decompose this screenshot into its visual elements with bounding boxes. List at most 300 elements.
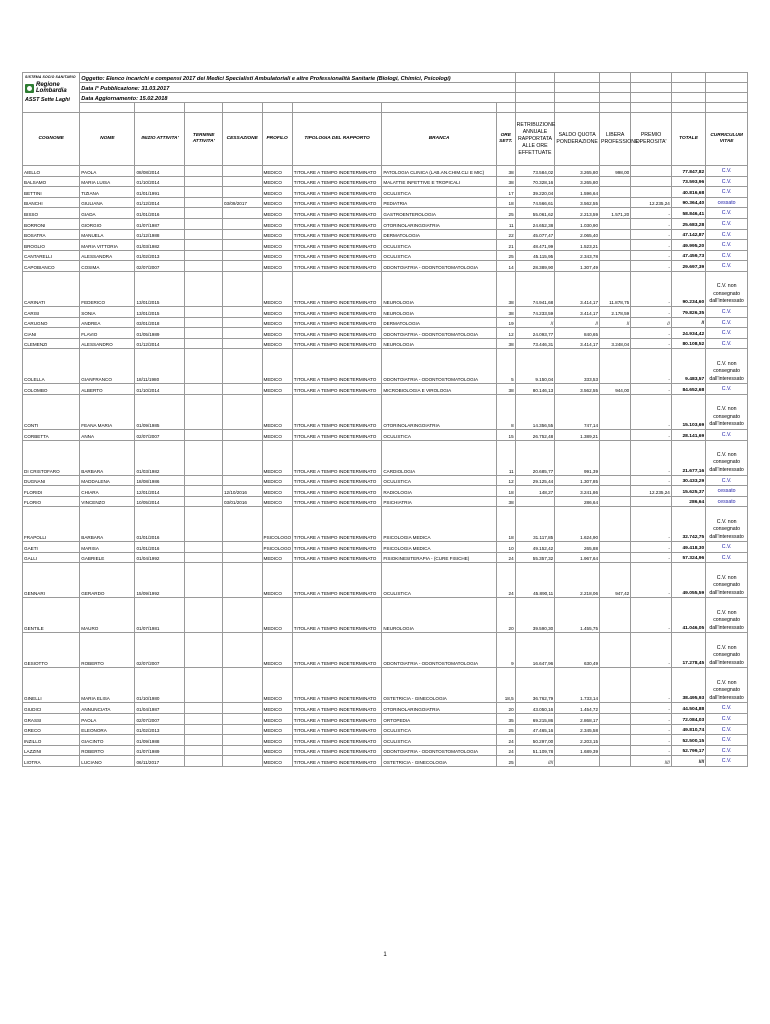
cell-saldo: 747,14 <box>555 394 600 429</box>
cell-nome: ALESSANDRA <box>80 250 135 261</box>
table-row <box>23 475 748 486</box>
cell-retribuzione: 55.357,32 <box>515 552 555 563</box>
curriculum-link[interactable]: C.V. <box>721 189 732 196</box>
cell-inizio: 03/01/2018 <box>135 317 185 328</box>
cell-branca: ORTOPEDIA <box>382 714 497 725</box>
cell-totale: 90.234,60 <box>671 271 705 306</box>
cell-cognome: GRASSI <box>23 714 80 725</box>
cell-tipologia: TITOLARE A TEMPO INDETERMINATO <box>292 563 382 598</box>
cell-totale: 17.278,45 <box>671 633 705 668</box>
cell-retribuzione: 36.762,79 <box>515 668 555 703</box>
cell-retribuzione: 51.109,78 <box>515 745 555 756</box>
cell-cognome: CAPOBIANCO <box>23 261 80 272</box>
cell-cessazione <box>222 668 262 703</box>
header-logo <box>23 73 80 113</box>
cell-branca: PEDIATRIA <box>382 197 497 208</box>
cell-inizio: 01/03/1982 <box>135 240 185 251</box>
cell-totale: 49.810,74 <box>671 724 705 735</box>
curriculum-link: C.V. non consegnato dall'interessato <box>709 406 744 428</box>
cell-retribuzione: 70.328,16 <box>515 176 555 187</box>
cell-profilo: MEDICO <box>262 240 292 251</box>
cell-cessazione <box>222 633 262 668</box>
cell-saldo: 1.596,64 <box>555 187 600 198</box>
cell-cognome: DUGNANI <box>23 475 80 486</box>
cell-retribuzione <box>515 496 555 507</box>
cell-ore: 12 <box>496 475 515 486</box>
cell-libera <box>600 633 631 668</box>
cell-inizio: 15/09/1992 <box>135 563 185 598</box>
cell-cv <box>706 328 748 339</box>
cell-premio: - <box>631 250 672 261</box>
col-branca: BRANCA <box>382 113 497 166</box>
cell-termine <box>185 250 222 261</box>
cell-premio: - <box>631 218 672 229</box>
cell-inizio: 13/01/2015 <box>135 271 185 306</box>
cell-saldo: 1.624,90 <box>555 507 600 542</box>
cell-saldo: 3.265,80 <box>555 166 600 177</box>
cell-tipologia: TITOLARE A TEMPO INDETERMINATO <box>292 338 382 349</box>
curriculum-link[interactable]: C.V. <box>721 737 732 744</box>
cell-libera <box>600 542 631 553</box>
cell-nome: GIANFRANCO <box>80 349 135 384</box>
cell-premio <box>631 176 672 187</box>
curriculum-link[interactable]: C.V. <box>721 544 732 551</box>
cell-cessazione <box>222 166 262 177</box>
cell-libera <box>600 745 631 756</box>
cell-cv <box>706 338 748 349</box>
cell-cognome: CORBETTA <box>23 429 80 440</box>
table-row <box>23 714 748 725</box>
cell-ore: 38 <box>496 166 515 177</box>
cell-termine <box>185 384 222 395</box>
cell-branca: MICROBIOLOGIA E VIROLOGIA <box>382 384 497 395</box>
curriculum-link[interactable]: C.V. <box>721 178 732 185</box>
cell-cv <box>706 176 748 187</box>
col-curriculum: CURRICULUM VITAE <box>706 113 748 166</box>
cell-cv <box>706 384 748 395</box>
cell-termine <box>185 440 222 475</box>
cell-totale: 77.847,82 <box>671 166 705 177</box>
cell-saldo: 2.213,59 <box>555 208 600 219</box>
cell-premio: - <box>631 440 672 475</box>
cell-retribuzione: 9.150,04 <box>515 349 555 384</box>
cell-saldo: 3.265,80 <box>555 176 600 187</box>
curriculum-link[interactable]: C.V. <box>721 716 732 723</box>
cell-premio: - <box>631 306 672 317</box>
cell-nome: MANUELA <box>80 229 135 240</box>
cell-inizio: 01/04/1992 <box>135 552 185 563</box>
cell-profilo: MEDICO <box>262 496 292 507</box>
cell-cessazione <box>222 714 262 725</box>
cell-nome: MARIA VITTORIA <box>80 240 135 251</box>
curriculum-link: C.V. non consegnato dall'interessato <box>709 451 744 473</box>
cell-premio: 12.235,24 <box>631 197 672 208</box>
cell-retribuzione: 74.233,59 <box>515 306 555 317</box>
curriculum-link[interactable]: C.V. <box>721 431 732 438</box>
col-termine: TERMINE ATTIVITA' <box>185 113 222 166</box>
cell-cv <box>706 633 748 668</box>
cell-nome: ANDREA <box>80 317 135 328</box>
cell-cessazione <box>222 507 262 542</box>
curriculum-link[interactable]: C.V. <box>721 747 732 754</box>
cell-inizio: 01/10/2014 <box>135 384 185 395</box>
cell-branca: OSTETRICIA - GINECOLOGIA <box>382 756 497 767</box>
cell-premio: - <box>631 208 672 219</box>
cell-libera: // <box>600 317 631 328</box>
cell-branca: ODONTOIATRIA - ODONTOSTOMATOLOGIA <box>382 745 497 756</box>
curriculum-link[interactable]: C.V. <box>721 477 732 484</box>
cell-branca: GASTROENTEROLOGIA <box>382 208 497 219</box>
cell-cessazione <box>222 429 262 440</box>
cell-profilo: MEDICO <box>262 271 292 306</box>
col-retribuzione: RETRIBUZIONE ANNUALE RAPPORTATA ALLE ORE EFFETTUATE <box>515 113 555 166</box>
cell-nome: MARIA ELISA <box>80 668 135 703</box>
cell-saldo: 2.218,06 <box>555 563 600 598</box>
curriculum-link[interactable]: C.V. <box>721 252 732 259</box>
cell-cessazione <box>222 552 262 563</box>
cell-premio: - <box>631 668 672 703</box>
cell-cognome: BOSATRA <box>23 229 80 240</box>
cell-saldo: 2.203,15 <box>555 735 600 746</box>
cell-saldo: 286,64 <box>555 496 600 507</box>
cell-ore: 35 <box>496 714 515 725</box>
cell-cessazione <box>222 261 262 272</box>
cell-libera <box>600 552 631 563</box>
cell-profilo: MEDICO <box>262 197 292 208</box>
table-row <box>23 496 748 507</box>
cessato-link[interactable]: cessato <box>717 498 736 505</box>
cell-branca: OCULISTICA <box>382 475 497 486</box>
cell-profilo: PSICOLOGO <box>262 507 292 542</box>
cell-ore: 20 <box>496 598 515 633</box>
curriculum-link[interactable]: C.V. <box>721 330 732 337</box>
curriculum-link[interactable]: C.V. <box>721 319 732 326</box>
cell-tipologia: TITOLARE A TEMPO INDETERMINATO <box>292 745 382 756</box>
cell-cv <box>706 317 748 328</box>
cell-ore: 11 <box>496 440 515 475</box>
column-header-row <box>23 113 748 166</box>
cessato-link[interactable]: cessato <box>717 199 736 206</box>
cell-cessazione <box>222 440 262 475</box>
cell-totale: // <box>671 317 705 328</box>
cell-totale: 73.593,96 <box>671 176 705 187</box>
cell-saldo <box>555 756 600 767</box>
cell-totale: 49.995,20 <box>671 240 705 251</box>
cell-totale: 28.141,69 <box>671 429 705 440</box>
cell-retribuzione: 74.566,61 <box>515 197 555 208</box>
cell-libera <box>600 507 631 542</box>
cell-inizio: 01/10/2014 <box>135 176 185 187</box>
cell-totale: 286,64 <box>671 496 705 507</box>
cell-libera: 2.178,59 <box>600 306 631 317</box>
cell-inizio: 01/03/1982 <box>135 440 185 475</box>
cell-cessazione <box>222 229 262 240</box>
cell-tipologia: TITOLARE A TEMPO INDETERMINATO <box>292 542 382 553</box>
cell-retribuzione: 43.050,16 <box>515 703 555 714</box>
cell-retribuzione: 48.471,99 <box>515 240 555 251</box>
cell-nome: ALBERTO <box>80 384 135 395</box>
cell-nome: TIZIANA <box>80 187 135 198</box>
cell-profilo: MEDICO <box>262 633 292 668</box>
cell-branca: NEUROLOGIA <box>382 271 497 306</box>
cell-ore: 5 <box>496 349 515 384</box>
cell-cessazione <box>222 218 262 229</box>
cell-branca: DERMATOLOGIA <box>382 229 497 240</box>
cell-branca: DERMATOLOGIA <box>382 317 497 328</box>
cell-cessazione <box>222 745 262 756</box>
table-row <box>23 306 748 317</box>
curriculum-link: C.V. non consegnato dall'interessato <box>709 609 744 631</box>
cell-ore: 18 <box>496 486 515 497</box>
cell-termine <box>185 563 222 598</box>
cell-totale: 80.108,52 <box>671 338 705 349</box>
cell-cognome: LIOTRA <box>23 756 80 767</box>
cell-cessazione <box>222 240 262 251</box>
cell-profilo: MEDICO <box>262 475 292 486</box>
cell-profilo: MEDICO <box>262 745 292 756</box>
cell-inizio: 01/01/2016 <box>135 542 185 553</box>
cell-cv <box>706 208 748 219</box>
cell-cv <box>706 507 748 542</box>
cell-termine <box>185 507 222 542</box>
cell-cognome: FLORIO <box>23 496 80 507</box>
cell-ore: 22 <box>496 229 515 240</box>
cell-retribuzione: 80.146,13 <box>515 384 555 395</box>
cell-profilo: MEDICO <box>262 229 292 240</box>
cell-totale: //// <box>671 756 705 767</box>
cell-profilo: PSICOLOGO <box>262 542 292 553</box>
curriculum-link[interactable]: C.V. <box>721 168 732 174</box>
cell-nome: PAOLA <box>80 166 135 177</box>
table-row <box>23 563 748 598</box>
cell-saldo: 840,65 <box>555 328 600 339</box>
cell-totale: 58.846,41 <box>671 208 705 219</box>
cell-branca: RADIOLOGIA <box>382 486 497 497</box>
cell-totale: 29.697,39 <box>671 261 705 272</box>
cell-cessazione <box>222 598 262 633</box>
curriculum-link[interactable]: C.V. <box>721 726 732 733</box>
cell-totale: 47.459,73 <box>671 250 705 261</box>
cell-cognome: INZILLO <box>23 735 80 746</box>
cell-nome: BARBARA <box>80 507 135 542</box>
table-row <box>23 317 748 328</box>
cell-tipologia: TITOLARE A TEMPO INDETERMINATO <box>292 306 382 317</box>
cell-libera: 998,00 <box>600 166 631 177</box>
cell-termine <box>185 271 222 306</box>
cell-ore: 18 <box>496 197 515 208</box>
cell-cv <box>706 187 748 198</box>
curriculum-link[interactable]: C.V. <box>721 308 732 315</box>
cell-premio <box>631 496 672 507</box>
cell-saldo: 265,88 <box>555 542 600 553</box>
cell-tipologia: TITOLARE A TEMPO INDETERMINATO <box>292 271 382 306</box>
cell-branca: CARDIOLOGIA <box>382 440 497 475</box>
cell-termine <box>185 306 222 317</box>
curriculum-link[interactable]: C.V. <box>721 263 732 270</box>
cell-cognome: BORRONI <box>23 218 80 229</box>
curriculum-link[interactable]: C.V. <box>721 758 732 765</box>
cell-premio <box>631 166 672 177</box>
cell-ore: 12 <box>496 328 515 339</box>
cell-tipologia: TITOLARE A TEMPO INDETERMINATO <box>292 703 382 714</box>
cell-ore: 11 <box>496 218 515 229</box>
cell-nome: ANNA <box>80 429 135 440</box>
curriculum-link[interactable]: C.V. <box>721 210 732 217</box>
cell-saldo: 3.562,55 <box>555 197 600 208</box>
curriculum-link[interactable]: C.V. <box>721 242 732 249</box>
cell-ore: 8 <box>496 394 515 429</box>
curriculum-link[interactable]: C.V. <box>721 220 732 227</box>
cell-totale: 40.816,68 <box>671 187 705 198</box>
cell-premio: - <box>631 714 672 725</box>
cell-cognome: CARISI <box>23 306 80 317</box>
cell-tipologia: TITOLARE A TEMPO INDETERMINATO <box>292 552 382 563</box>
cell-premio: - <box>631 384 672 395</box>
cell-premio: - <box>631 745 672 756</box>
cell-branca: OCULISTICA <box>382 429 497 440</box>
cell-branca: OTORINOLARINGOIATRIA <box>382 218 497 229</box>
table-row <box>23 271 748 306</box>
curriculum-link[interactable]: C.V. <box>721 554 732 561</box>
cell-branca: OCULISTICA <box>382 563 497 598</box>
cell-ore: 25 <box>496 724 515 735</box>
cell-termine <box>185 338 222 349</box>
cell-inizio: 01/12/1988 <box>135 229 185 240</box>
cell-cognome: CLEMENZI <box>23 338 80 349</box>
cell-branca: PATOLOGIA CLINICA (LAB.AN.CHIM.CLI E MIC) <box>382 166 497 177</box>
curriculum-link[interactable]: C.V. <box>721 340 732 347</box>
cell-branca: ODONTOIATRIA - ODONTOSTOMATOLOGIA <box>382 328 497 339</box>
cell-inizio: 02/07/2007 <box>135 714 185 725</box>
cell-cessazione <box>222 542 262 553</box>
cell-libera <box>600 176 631 187</box>
cell-retribuzione: 20.685,77 <box>515 440 555 475</box>
cell-inizio: 01/01/1991 <box>135 187 185 198</box>
cessato-link[interactable]: cessato <box>717 488 736 495</box>
cell-cognome: GESIOTTO <box>23 633 80 668</box>
cell-cv <box>706 714 748 725</box>
cell-ore: 38 <box>496 338 515 349</box>
cell-cessazione: 03/01/2016 <box>222 496 262 507</box>
cell-totale: 41.046,05 <box>671 598 705 633</box>
cell-libera: 11.878,75 <box>600 271 631 306</box>
table-row <box>23 250 748 261</box>
curriculum-link[interactable]: C.V. <box>721 386 732 393</box>
col-inizio: INIZIO ATTIVITA' <box>135 113 185 166</box>
cell-ore: 24 <box>496 563 515 598</box>
cell-cognome: FLORIDI <box>23 486 80 497</box>
cell-saldo: 2.345,58 <box>555 724 600 735</box>
cell-tipologia: TITOLARE A TEMPO INDETERMINATO <box>292 475 382 486</box>
cell-branca: OCULISTICA <box>382 724 497 735</box>
cell-premio: - <box>631 229 672 240</box>
cell-inizio: 08/08/2014 <box>135 166 185 177</box>
cell-branca: ODONTOIATRIA - ODONTOSTOMATOLOGIA <box>382 349 497 384</box>
cell-profilo: MEDICO <box>262 384 292 395</box>
table-row <box>23 328 748 339</box>
cell-inizio: 01/04/1987 <box>135 703 185 714</box>
cell-termine <box>185 542 222 553</box>
asst-name: ASST Sette Laghi <box>25 97 70 103</box>
cell-retribuzione: 45.890,11 <box>515 563 555 598</box>
cell-termine <box>185 745 222 756</box>
cell-cv <box>706 250 748 261</box>
cell-tipologia: TITOLARE A TEMPO INDETERMINATO <box>292 240 382 251</box>
cell-termine <box>185 552 222 563</box>
cell-branca: OCULISTICA <box>382 250 497 261</box>
cell-branca: NEUROLOGIA <box>382 598 497 633</box>
cell-cv <box>706 496 748 507</box>
cell-tipologia: TITOLARE A TEMPO INDETERMINATO <box>292 208 382 219</box>
cell-cv <box>706 306 748 317</box>
cell-premio: - <box>631 271 672 306</box>
cell-premio: - <box>631 429 672 440</box>
cell-nome: LUCIANO <box>80 756 135 767</box>
cell-libera: 947,42 <box>600 563 631 598</box>
cell-retribuzione: // <box>515 317 555 328</box>
cell-cv <box>706 166 748 177</box>
cell-retribuzione: 74.941,68 <box>515 271 555 306</box>
cell-libera <box>600 496 631 507</box>
cell-retribuzione: 39.220,04 <box>515 187 555 198</box>
cell-premio <box>631 187 672 198</box>
cell-cv <box>706 261 748 272</box>
cell-ore: 38 <box>496 306 515 317</box>
cell-tipologia: TITOLARE A TEMPO INDETERMINATO <box>292 598 382 633</box>
cell-totale: 15.103,69 <box>671 394 705 429</box>
cell-tipologia: TITOLARE A TEMPO INDETERMINATO <box>292 166 382 177</box>
curriculum-link[interactable]: C.V. <box>721 705 732 712</box>
col-profilo: PROFILO <box>262 113 292 166</box>
cell-inizio: 01/09/1988 <box>135 735 185 746</box>
cell-branca: NEUROLOGIA <box>382 306 497 317</box>
cell-tipologia: TITOLARE A TEMPO INDETERMINATO <box>292 440 382 475</box>
cell-premio: - <box>631 735 672 746</box>
cell-tipologia: TITOLARE A TEMPO INDETERMINATO <box>292 507 382 542</box>
cell-cognome: CARINATI <box>23 271 80 306</box>
cell-termine <box>185 328 222 339</box>
cell-termine <box>185 166 222 177</box>
col-totale: TOTALE <box>671 113 705 166</box>
last-update-date: Data Aggiornamento: 15.02.2018 <box>80 93 515 103</box>
cell-cv <box>706 735 748 746</box>
table-row <box>23 261 748 272</box>
cell-saldo: 333,53 <box>555 349 600 384</box>
cell-profilo: MEDICO <box>262 563 292 598</box>
cell-saldo: 2.065,40 <box>555 229 600 240</box>
cell-profilo: MEDICO <box>262 735 292 746</box>
curriculum-link[interactable]: C.V. <box>721 231 732 238</box>
page-number: 1 <box>383 952 387 958</box>
cell-inizio: 02/07/2007 <box>135 633 185 668</box>
curriculum-link: C.V. non consegnato dall'interessato <box>709 283 744 305</box>
col-tipologia: TIPOLOGIA DEL RAPPORTO <box>292 113 382 166</box>
col-nome: NOME <box>80 113 135 166</box>
cell-ore: 14 <box>496 261 515 272</box>
cell-cessazione <box>222 703 262 714</box>
cell-retribuzione: 29.125,44 <box>515 475 555 486</box>
cell-cognome: GRECO <box>23 724 80 735</box>
cell-libera <box>600 440 631 475</box>
cell-tipologia: TITOLARE A TEMPO INDETERMINATO <box>292 486 382 497</box>
cell-cessazione <box>222 735 262 746</box>
cell-libera <box>600 724 631 735</box>
cell-libera <box>600 229 631 240</box>
table-row <box>23 176 748 187</box>
cell-nome: GIADA <box>80 208 135 219</box>
cell-premio: - <box>631 598 672 633</box>
cell-libera <box>600 475 631 486</box>
